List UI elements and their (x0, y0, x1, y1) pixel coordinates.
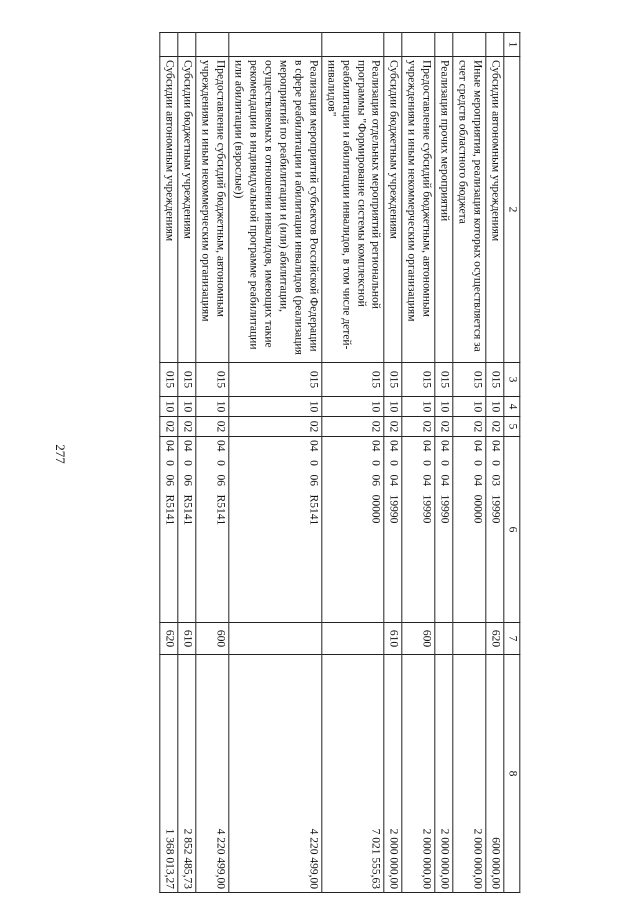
subsection-code: 02 (322, 417, 385, 437)
target-code: 04 0 06 R5141 (229, 437, 322, 623)
item-name: Предоставление субсидий бюджетным, автономным учреждениям и иным некоммерческим организациям (196, 57, 229, 363)
section-code: 10 (178, 397, 196, 417)
subsection-code: 02 (160, 417, 178, 437)
row-index (229, 33, 322, 57)
section-code: 10 (229, 397, 322, 417)
amount: 7 021 555,63 (322, 655, 385, 893)
ministry-code: 015 (486, 363, 504, 397)
rotated-page (160, 32, 521, 892)
expense-type-code: 610 (178, 623, 196, 655)
row-index (196, 33, 229, 57)
section-code: 10 (402, 397, 435, 417)
header-cell: 7 (504, 623, 520, 655)
page-number: 277 (53, 444, 68, 464)
target-code: 04 0 04 19990 (384, 437, 402, 623)
item-name: Субсидии бюджетным учреждениям (384, 57, 402, 363)
item-name: Реализация прочих мероприятий (435, 57, 453, 363)
subsection-code: 02 (486, 417, 504, 437)
section-code: 10 (486, 397, 504, 417)
expense-type-code (229, 623, 322, 655)
table-row (486, 33, 504, 893)
header-row (504, 33, 520, 893)
ministry-code: 015 (229, 363, 322, 397)
ministry-code: 015 (196, 363, 229, 397)
target-code: 04 0 06 R5141 (178, 437, 196, 623)
table-row (160, 33, 178, 893)
header-cell: 3 (504, 363, 520, 397)
expense-type-code (435, 623, 453, 655)
section-code: 10 (453, 397, 486, 417)
subsection-code: 02 (435, 417, 453, 437)
amount: 2 000 000,00 (435, 655, 453, 893)
amount: 4 220 499,00 (229, 655, 322, 893)
subsection-code: 02 (453, 417, 486, 437)
subsection-code: 02 (178, 417, 196, 437)
ministry-code: 015 (453, 363, 486, 397)
header-cell: 2 (504, 57, 520, 363)
amount: 2 000 000,00 (384, 655, 402, 893)
amount: 2 000 000,00 (453, 655, 486, 893)
ministry-code: 015 (435, 363, 453, 397)
section-code: 10 (322, 397, 385, 417)
section-code: 10 (196, 397, 229, 417)
row-index (486, 33, 504, 57)
item-name: Реализация отдельных мероприятий региональной программы "Формирование системы комплексной реабилитации и абилитации инвалидов, в том числе детей-инвалидов" (322, 57, 385, 363)
item-name: Иные мероприятия, реализация которых осуществляется за счет средств областного бюджета (453, 57, 486, 363)
row-index (178, 33, 196, 57)
item-name: Предоставление субсидий бюджетным, автономным учреждениям и иным некоммерческим организациям (402, 57, 435, 363)
subsection-code: 02 (196, 417, 229, 437)
table-row (384, 33, 402, 893)
subsection-code: 02 (402, 417, 435, 437)
header-cell: 5 (504, 417, 520, 437)
amount: 1 368 013,27 (160, 655, 178, 893)
row-index (384, 33, 402, 57)
expense-type-code (322, 623, 385, 655)
ministry-code: 015 (178, 363, 196, 397)
target-code: 04 0 06 R5141 (160, 437, 178, 623)
budget-table (160, 32, 521, 893)
table-row (229, 33, 322, 893)
table-row (322, 33, 385, 893)
item-name: Субсидии автономным учреждениям (160, 57, 178, 363)
table-row (178, 33, 196, 893)
target-code: 04 0 03 19990 (486, 437, 504, 623)
header-cell: 4 (504, 397, 520, 417)
ministry-code: 015 (384, 363, 402, 397)
target-code: 04 0 06 00000 (322, 437, 385, 623)
expense-type-code: 620 (160, 623, 178, 655)
expense-type-code: 600 (196, 623, 229, 655)
ministry-code: 015 (322, 363, 385, 397)
amount: 600 000,00 (486, 655, 504, 893)
expense-type-code (453, 623, 486, 655)
subsection-code: 02 (384, 417, 402, 437)
subsection-code: 02 (229, 417, 322, 437)
item-name: Субсидии бюджетным учреждениям (178, 57, 196, 363)
header-cell: 6 (504, 437, 520, 623)
item-name: Субсидии автономным учреждениям (486, 57, 504, 363)
table-row (435, 33, 453, 893)
section-code: 10 (160, 397, 178, 417)
table-row (402, 33, 435, 893)
expense-type-code: 610 (384, 623, 402, 655)
ministry-code: 015 (160, 363, 178, 397)
amount: 2 852 485,73 (178, 655, 196, 893)
header-cell: 8 (504, 655, 520, 893)
row-index (160, 33, 178, 57)
row-index (322, 33, 385, 57)
header-cell: 1 (504, 33, 520, 57)
item-name: Реализация мероприятий субъектов Российской Федерации в сфере реабилитации и абилитации инвалидов (реализация мероприятий по реабилитации и (или) абилитации, осуществляемых в отношении инвалидов, имеющих такие рекомендации в индивидуальной программе реабилитации или абилитации (взрослые)) (229, 57, 322, 363)
row-index (453, 33, 486, 57)
ministry-code: 015 (402, 363, 435, 397)
table-row (196, 33, 229, 893)
target-code: 04 0 04 19990 (402, 437, 435, 623)
target-code: 04 0 06 R5141 (196, 437, 229, 623)
expense-type-code: 620 (486, 623, 504, 655)
expense-type-code: 600 (402, 623, 435, 655)
table-row (453, 33, 486, 893)
target-code: 04 0 04 00000 (453, 437, 486, 623)
section-code: 10 (435, 397, 453, 417)
amount: 4 220 499,00 (196, 655, 229, 893)
amount: 2 000 000,00 (402, 655, 435, 893)
row-index (402, 33, 435, 57)
row-index (435, 33, 453, 57)
target-code: 04 0 04 19990 (435, 437, 453, 623)
section-code: 10 (384, 397, 402, 417)
